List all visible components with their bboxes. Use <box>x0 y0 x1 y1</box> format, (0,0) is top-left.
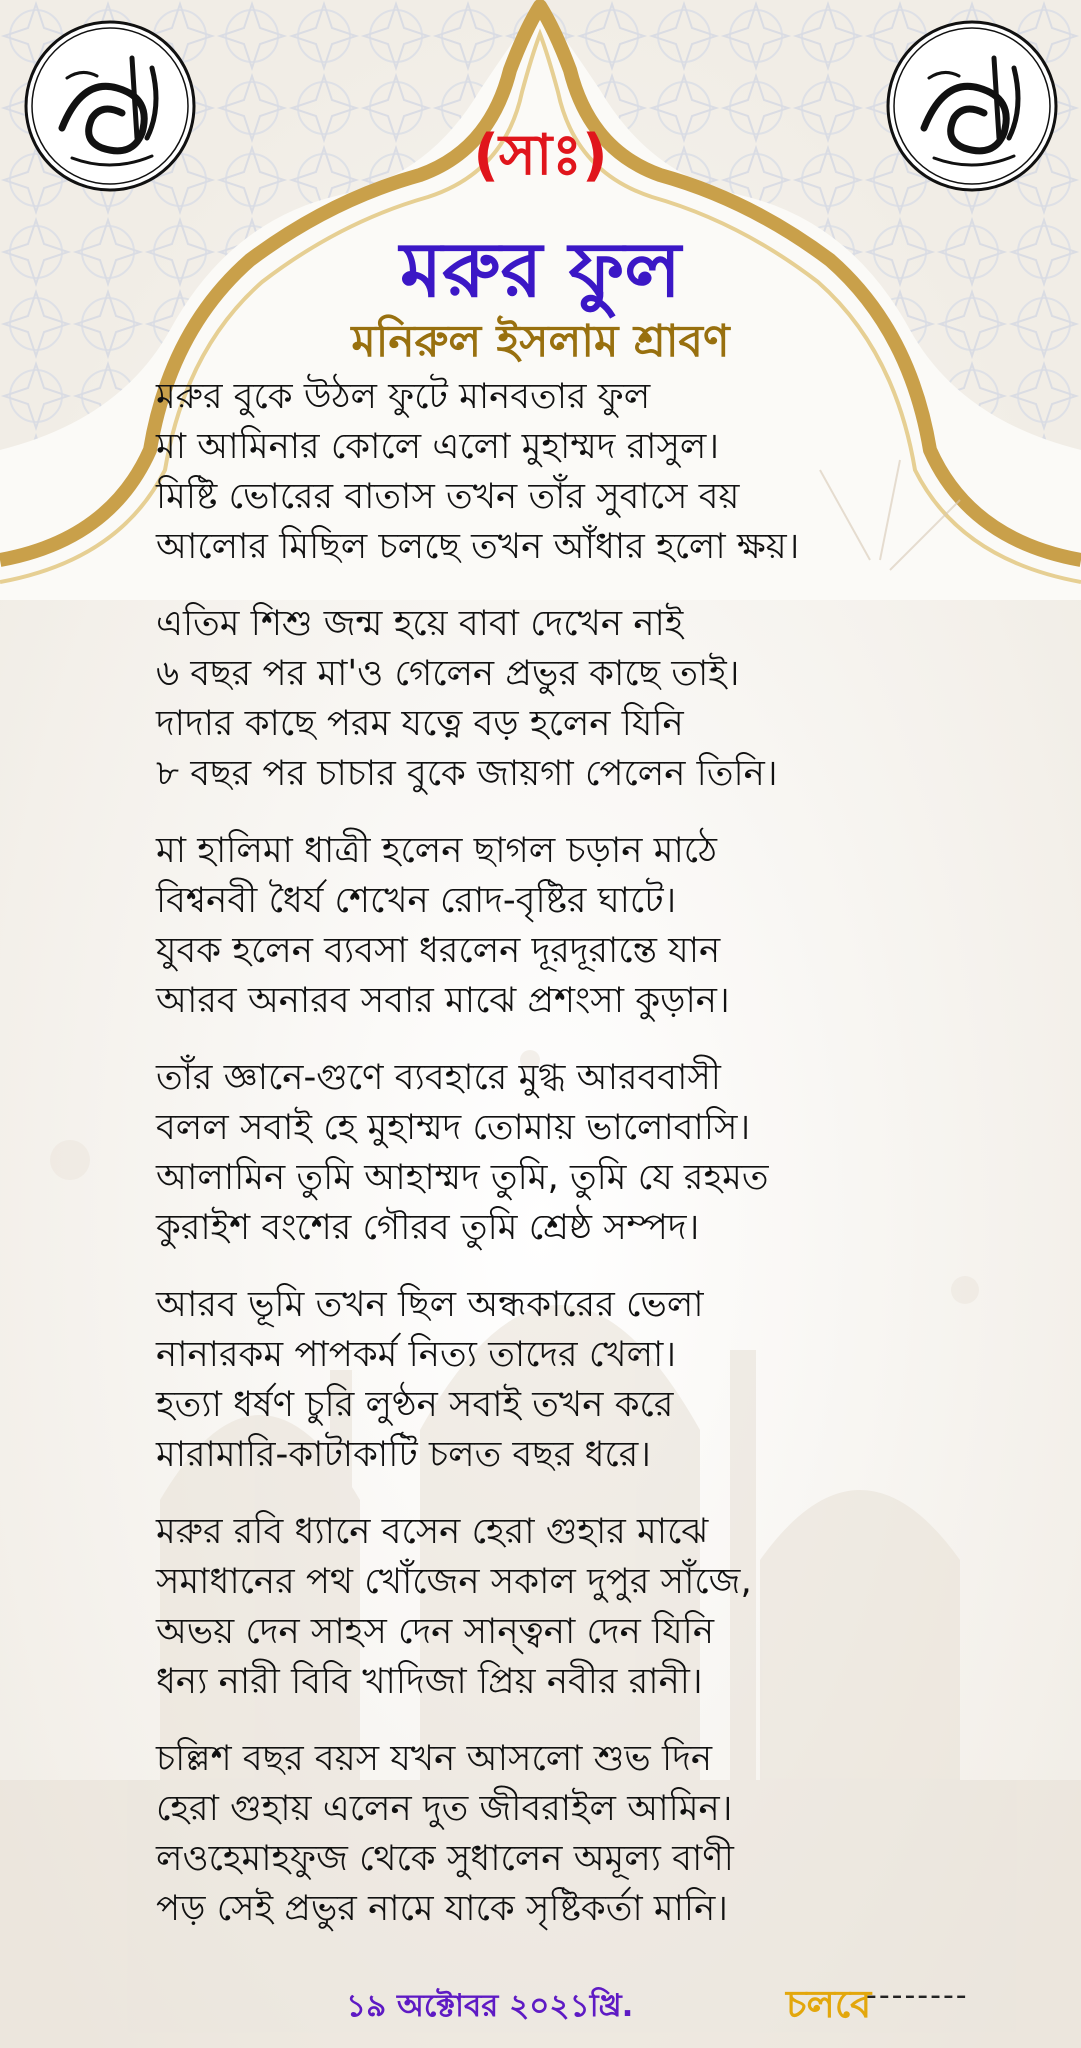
honorific-subtitle: (সাঃ) <box>473 123 608 188</box>
poem-line: মরুর বুকে উঠল ফুটে মানবতার ফুল <box>156 376 651 417</box>
poem-line: ৬ বছর পর মা'ও গেলেন প্রভুর কাছে তাই। <box>156 653 740 694</box>
stanza-2 <box>156 599 1056 799</box>
poem-line: কুরাইশ বংশের গৌরব তুমি শ্রেষ্ঠ সম্পদ। <box>156 1207 700 1248</box>
poem-line: বিশ্বনবী ধৈর্য শেখেন রোদ-বৃষ্টির ঘাটে। <box>156 880 677 921</box>
poem-line: তাঁর জ্ঞানে-গুণে ব্যবহারে মুগ্ধ আরববাসী <box>156 1057 721 1098</box>
continue-dashes: -------- <box>866 1978 969 2013</box>
poem-body <box>156 372 1056 1961</box>
poem-title: মরুর ফুল <box>400 225 681 314</box>
poem-author: মনিরুল ইসলাম শ্রাবণ <box>351 316 730 367</box>
poem-line: দাদার কাছে পরম যত্নে বড় হলেন যিনি <box>156 703 684 744</box>
poem-line: হত্যা ধর্ষণ চুরি লুণ্ঠন সবাই তখন করে <box>156 1384 674 1425</box>
poem-line: আরব অনারব সবার মাঝে প্রশংসা কুড়ান। <box>156 980 730 1021</box>
poem-line: মিষ্টি ভোরের বাতাস তখন তাঁর সুবাসে বয় <box>156 476 740 517</box>
poem-line: সমাধানের পথ খোঁজেন সকাল দুপুর সাঁজে, <box>156 1561 752 1602</box>
poem-line: লওহেমাহফুজ থেকে সুধালেন অমূল্য বাণী <box>156 1838 734 1879</box>
stanza-6 <box>156 1507 1056 1707</box>
poem-line: অভয় দেন সাহস দেন সান্ত্বনা দেন যিনি <box>156 1611 715 1652</box>
stanza-5 <box>156 1280 1056 1480</box>
poem-line: যুবক হলেন ব্যবসা ধরলেন দূরদূরান্তে যান <box>156 930 721 971</box>
poem-line: বলল সবাই হে মুহাম্মদ তোমায় ভালোবাসি। <box>156 1107 751 1148</box>
poem-line: এতিম শিশু জন্ম হয়ে বাবা দেখেন নাই <box>156 603 684 644</box>
poem-line: হেরা গুহায় এলেন দুত জীবরাইল আমিন। <box>156 1788 733 1829</box>
poem-line: ৮ বছর পর চাচার বুকে জায়গা পেলেন তিনি। <box>156 753 778 794</box>
stanza-1 <box>156 372 1056 572</box>
poem-line: নানারকম পাপকর্ম নিত্য তাদের খেলা। <box>156 1334 677 1375</box>
continue-label: চলবে <box>786 1982 872 2026</box>
poem-line: মা হালিমা ধাত্রী হলেন ছাগল চড়ান মাঠে <box>156 830 718 871</box>
stanza-3 <box>156 826 1056 1026</box>
poem-line: আলোর মিছিল চলছে তখন আঁধার হলো ক্ষয়। <box>156 526 800 567</box>
poem-line: মরুর রবি ধ্যানে বসেন হেরা গুহার মাঝে <box>156 1511 709 1552</box>
poem-line: মা আমিনার কোলে এলো মুহাম্মদ রাসুল। <box>156 426 720 467</box>
poem-line: ধন্য নারী বিবি খাদিজা প্রিয় নবীর রানী। <box>156 1661 703 1702</box>
poem-line: আরব ভূমি তখন ছিল অন্ধকারের ভেলা <box>156 1284 704 1325</box>
poem-line: পড় সেই প্রভুর নামে যাকে সৃষ্টিকর্তা মানি। <box>156 1888 728 1929</box>
poem-date: ১৯ অক্টোবর ২০২১খ্রি. <box>346 1988 634 2024</box>
poem-line: চল্লিশ বছর বয়স যখন আসলো শুভ দিন <box>156 1738 713 1779</box>
stanza-4 <box>156 1053 1056 1253</box>
poem-line: আলামিন তুমি আহাম্মদ তুমি, তুমি যে রহমত <box>156 1157 769 1198</box>
poem-line: মারামারি-কাটাকাটি চলত বছর ধরে। <box>156 1434 652 1475</box>
stanza-7 <box>156 1734 1056 1934</box>
